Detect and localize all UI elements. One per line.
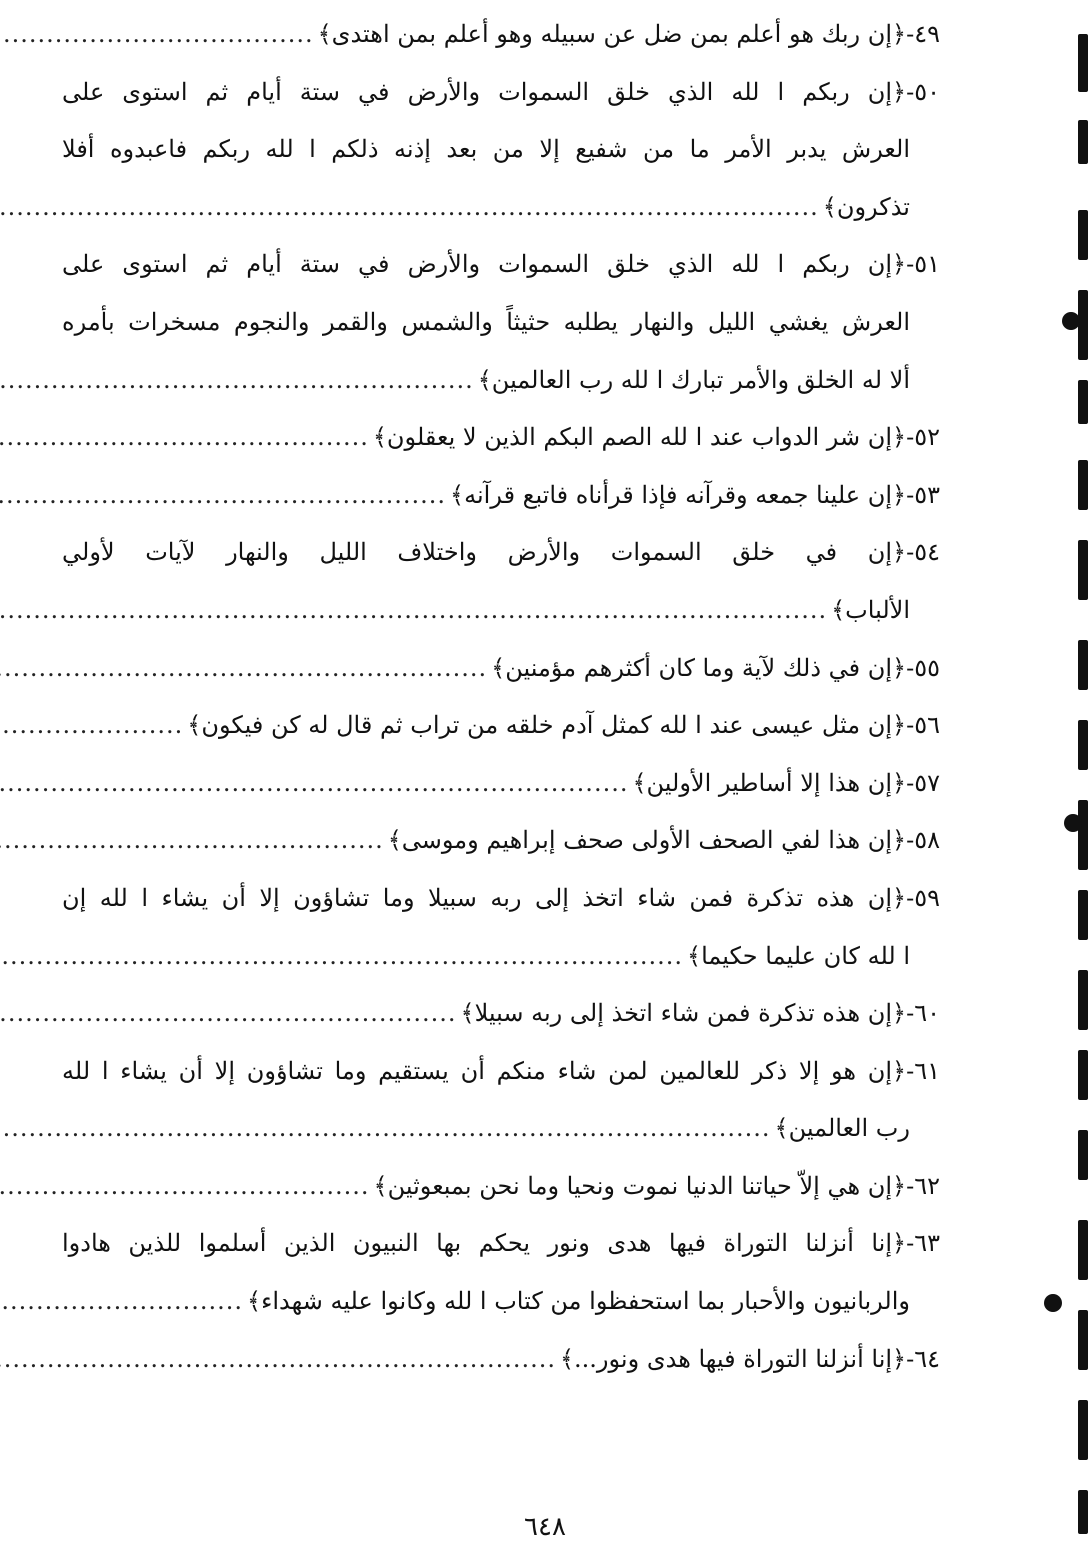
entry-text: ٦٢-﴿إن هي إلاّ حياتنا الدنيا نموت ونحيا وما نحن بمبعوثين﴾	[373, 1171, 940, 1200]
entry-text: ٥٩-﴿إن هذه تذكرة فمن شاء اتخذ إلى ربه سبيلا وما تشاؤون إلا أن يشاء ا لله إن	[62, 883, 940, 912]
entry-text: ٥١-﴿إن ربكم ا لله الذي خلق السموات والأرض في ستة أيام ثم استوى على	[62, 250, 940, 279]
index-entry-continuation	[62, 1273, 940, 1331]
index-entry-continuation	[62, 179, 940, 237]
verse-index-list	[62, 6, 940, 1388]
index-entry	[62, 985, 940, 1043]
entry-text: ٥٥-﴿إن في ذلك لآية وما كان أكثرهم مؤمنين﴾	[491, 653, 940, 682]
dot-leader	[0, 697, 183, 755]
dot-leader	[0, 640, 487, 698]
entry-text: ٥٠-﴿إن ربكم ا لله الذي خلق السموات والأرض في ستة أيام ثم استوى على	[62, 77, 940, 106]
binding-mark	[1078, 1050, 1088, 1100]
page-number: ٦٤٨	[524, 1512, 566, 1542]
entry-text: رب العالمين﴾	[774, 1114, 910, 1143]
index-entry	[62, 870, 940, 928]
entry-text: والربانيون والأحبار بما استحفظوا من كتاب ا لله وكانوا عليه شهداء﴾	[247, 1287, 910, 1316]
dot-leader	[0, 582, 827, 640]
binding-mark	[1078, 970, 1088, 1030]
entry-text: ٥٣-﴿إن علينا جمعه وقرآنه فإذا قرأناه فاتبع قرآنه﴾	[450, 480, 940, 509]
index-entry-continuation	[62, 352, 940, 410]
dot-leader	[0, 1273, 243, 1331]
index-entry	[62, 236, 940, 294]
punch-hole	[1062, 312, 1080, 330]
dot-leader	[0, 352, 474, 410]
binding-mark	[1078, 1220, 1088, 1280]
entry-text: تذكرون﴾	[822, 192, 910, 221]
binding-mark	[1078, 120, 1088, 164]
index-entry-continuation	[62, 928, 940, 986]
entry-text: ٦٠-﴿إن هذه تذكرة فمن شاء اتخذ إلى ربه سبيلا﴾	[460, 999, 940, 1028]
binding-mark	[1078, 34, 1088, 92]
dot-leader	[0, 179, 819, 237]
entry-text: ٦٣-﴿إنا أنزلنا التوراة فيها هدى ونور يحكم بها النبيون الذين أسلموا للذين هادوا	[62, 1229, 940, 1258]
index-entry	[62, 697, 940, 755]
entry-text: ألا له الخلق والأمر تبارك ا لله رب العالمين﴾	[477, 365, 910, 394]
binding-mark	[1078, 720, 1088, 770]
binding-mark	[1078, 640, 1088, 690]
index-entry-continuation	[62, 582, 940, 640]
entry-text: ٥٢-﴿إن شر الدواب عند ا لله الصم البكم الذين لا يعقلون﴾	[372, 423, 940, 452]
dot-leader	[0, 755, 628, 813]
entry-text: ٤٩-﴿إن ربك هو أعلم بمن ضل عن سبيله وهو أعلم بمن اهتدى﴾	[317, 20, 940, 48]
dot-leader	[0, 985, 457, 1043]
dot-leader	[0, 1158, 370, 1216]
index-entry	[62, 812, 940, 870]
binding-mark	[1078, 1490, 1088, 1534]
index-entry	[62, 467, 940, 525]
dot-leader	[0, 928, 683, 986]
entry-text: ٥٦-﴿إن مثل عيسى عند ا لله كمثل آدم خلقه من تراب ثم قال له كن فيكون﴾	[187, 711, 940, 740]
entry-text: ا لله كان عليما حكيما﴾	[687, 941, 910, 970]
dot-leader	[0, 409, 369, 467]
binding-mark	[1078, 460, 1088, 510]
entry-text: ٥٧-﴿إن هذا إلا أساطير الأولين﴾	[632, 768, 940, 797]
entry-text: ٦٤-﴿إنا أنزلنا التوراة فيها هدى ونور...﴾	[559, 1344, 940, 1373]
index-entry	[62, 1158, 940, 1216]
index-entry	[62, 1043, 940, 1101]
index-entry	[62, 64, 940, 122]
binding-mark	[1078, 380, 1088, 424]
entry-text: الألباب﴾	[831, 595, 910, 624]
dot-leader	[0, 467, 446, 525]
index-entry	[62, 409, 940, 467]
dot-leader	[0, 6, 314, 64]
dot-leader	[0, 1331, 556, 1389]
binding-mark	[1078, 210, 1088, 260]
entry-text: ٥٨-﴿إن هذا لفي الصحف الأولى صحف إبراهيم وموسى﴾	[387, 826, 940, 855]
index-entry-continuation	[62, 1100, 940, 1158]
index-entry	[62, 755, 940, 813]
binding-mark	[1078, 290, 1088, 360]
punch-hole	[1044, 1294, 1062, 1312]
entry-text: العرش يدبر الأمر ما من شفيع إلا من بعد إذنه ذلكم ا لله ربكم فاعبدوه أفلا	[62, 135, 910, 164]
index-entry	[62, 1331, 940, 1389]
index-entry	[62, 6, 940, 64]
index-entry-continuation	[62, 121, 940, 179]
binding-mark	[1078, 540, 1088, 600]
entry-text: ٥٤-﴿إن في خلق السموات والأرض واختلاف الليل والنهار لآيات لأولي	[62, 538, 940, 567]
index-entry	[62, 524, 940, 582]
binding-mark	[1078, 1400, 1088, 1460]
binding-mark	[1078, 1130, 1088, 1180]
binding-mark	[1078, 800, 1088, 870]
index-entry-continuation	[62, 294, 940, 352]
binding-mark	[1078, 890, 1088, 940]
punch-hole	[1064, 814, 1082, 832]
entry-text: العرش يغشي الليل والنهار يطلبه حثيثاً والشمس والقمر والنجوم مسخرات بأمره	[62, 307, 910, 336]
index-entry	[62, 1215, 940, 1273]
index-entry	[62, 640, 940, 698]
dot-leader	[0, 1100, 771, 1158]
binding-mark	[1078, 1310, 1088, 1370]
dot-leader	[0, 812, 384, 870]
entry-text: ٦١-﴿إن هو إلا ذكر للعالمين لمن شاء منكم أن يستقيم وما تشاؤون إلا أن يشاء ا لله	[62, 1056, 940, 1085]
